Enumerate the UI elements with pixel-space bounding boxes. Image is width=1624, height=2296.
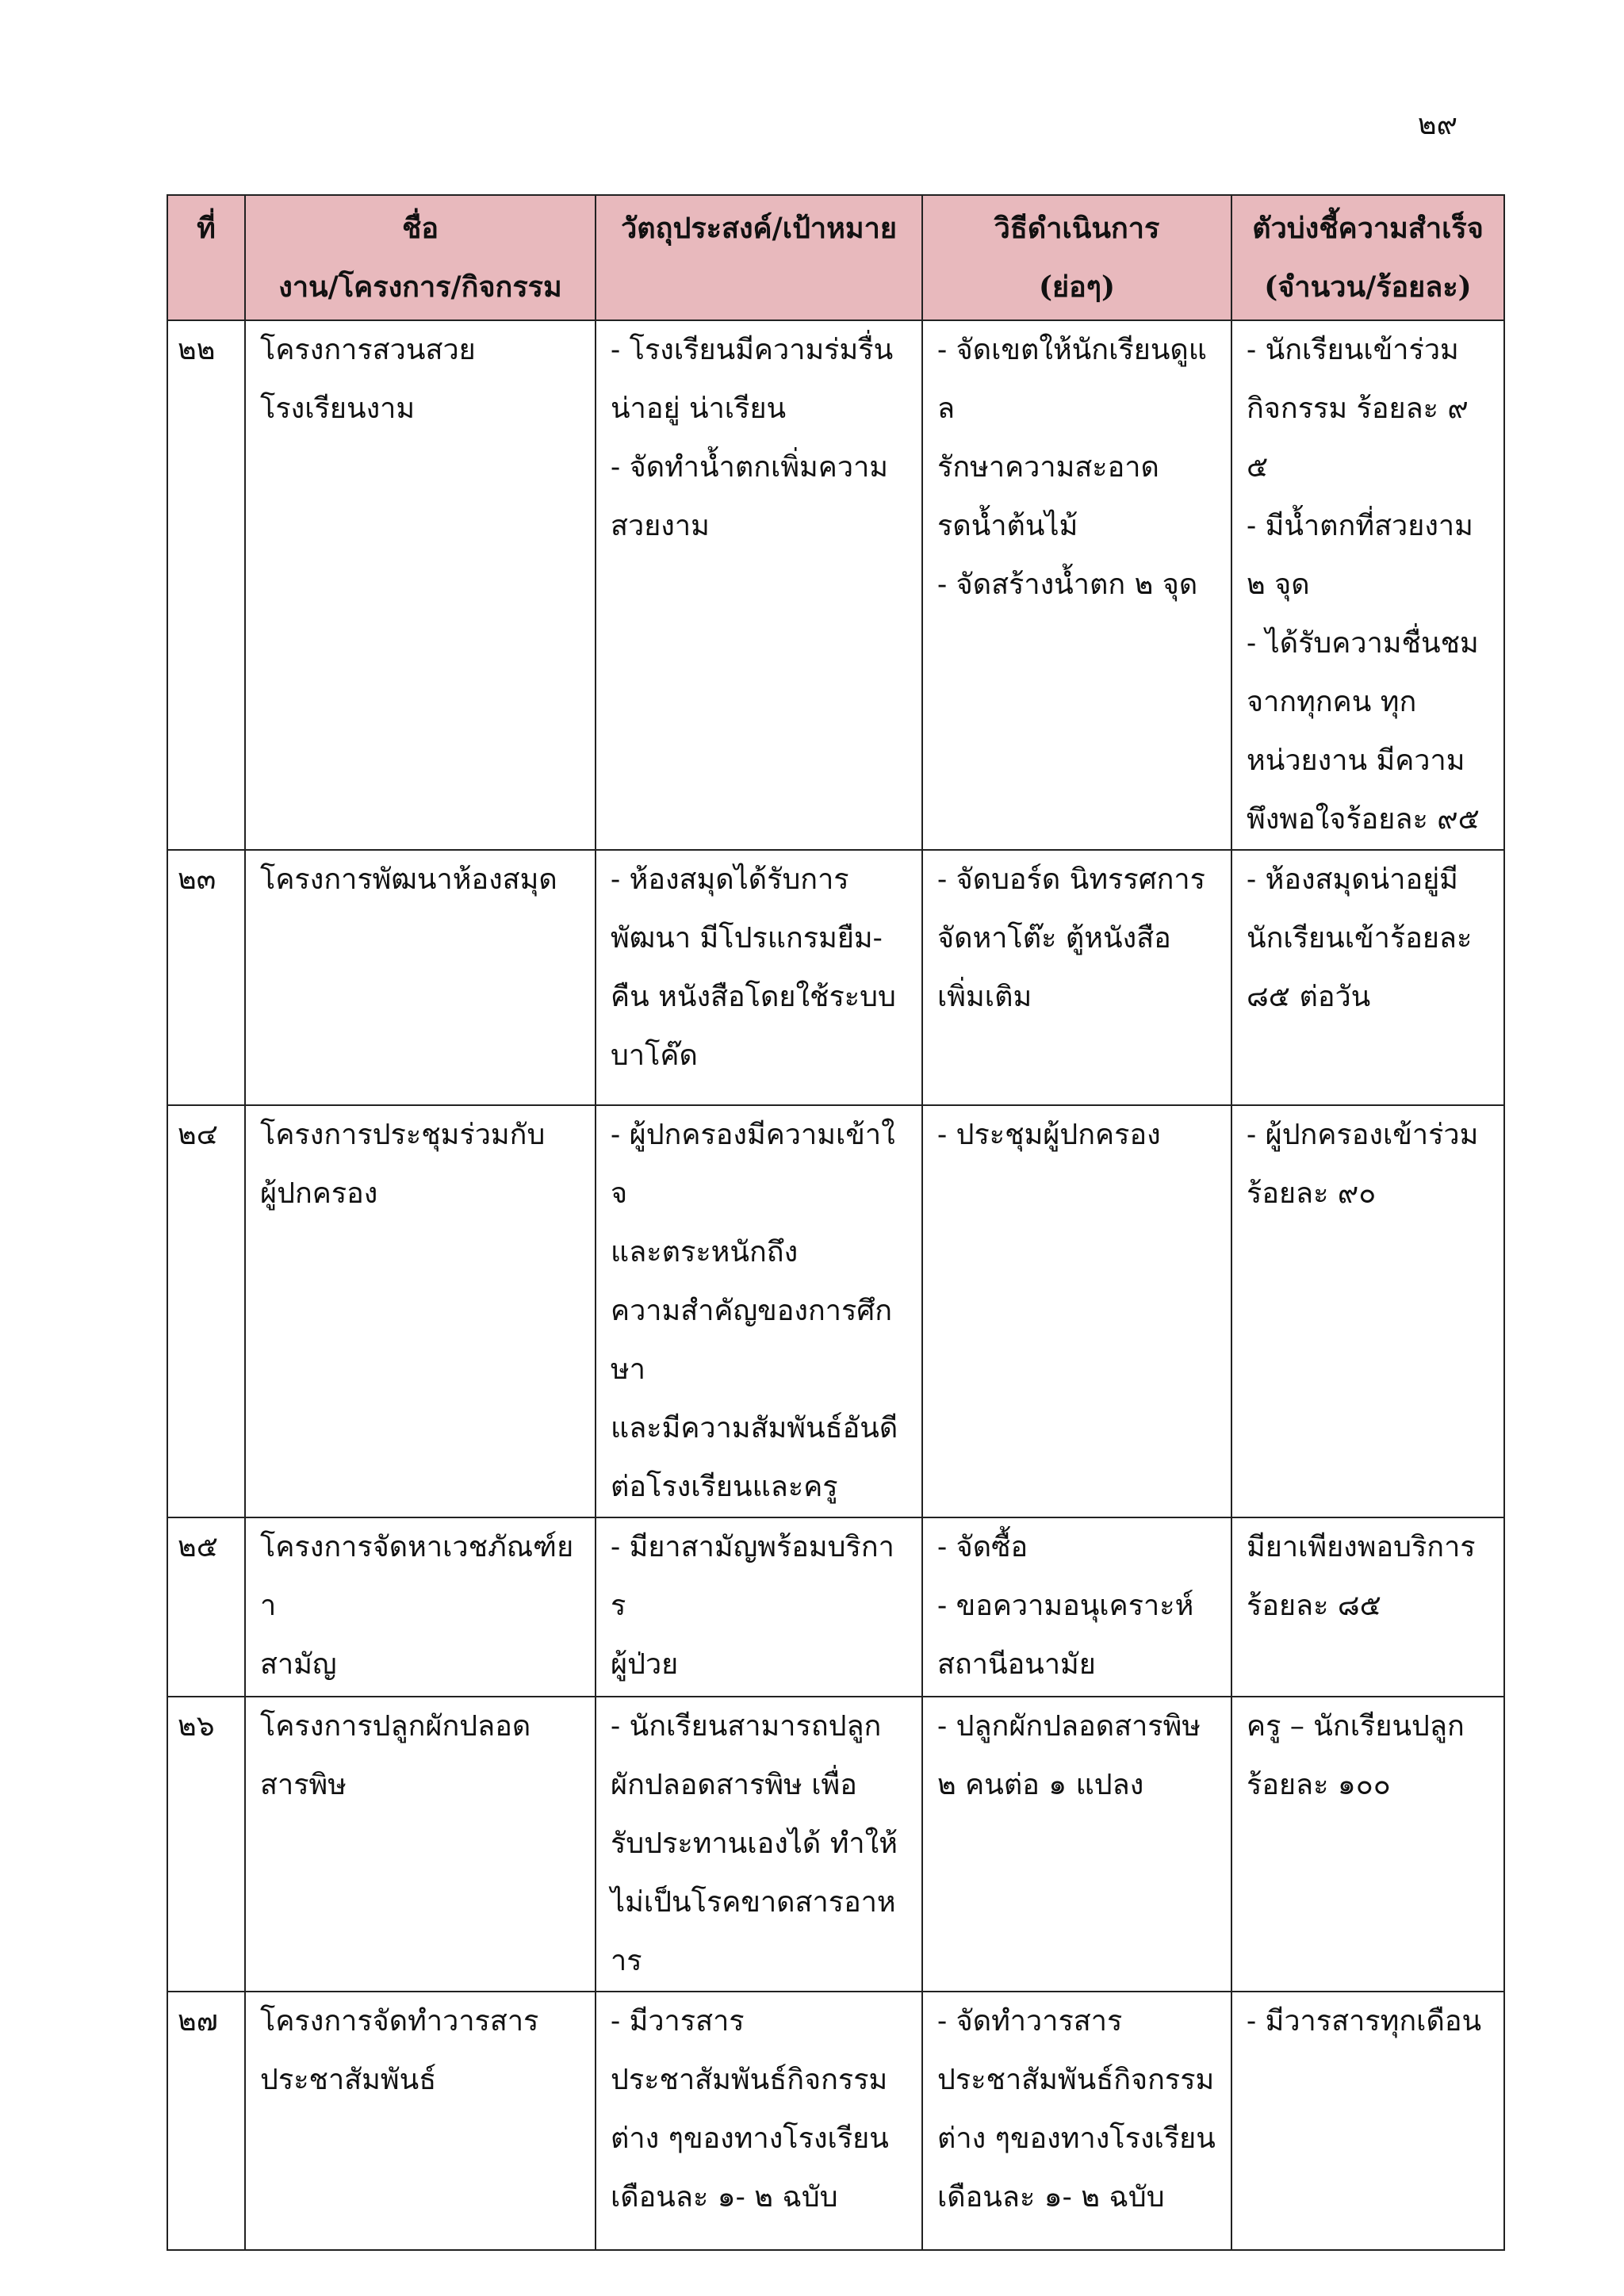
cell-line: ผู้ปกครอง — [260, 1177, 378, 1210]
cell-line: ต่าง ๆของทางโรงเรียน — [937, 2122, 1216, 2155]
cell-line: และตระหนักถึง — [611, 1236, 799, 1269]
project-table — [167, 194, 1505, 2251]
cell-line: เพิ่มเติม — [937, 981, 1032, 1013]
objective-cell — [596, 1105, 922, 1517]
header-line: (ย่อๆ) — [1038, 270, 1116, 304]
row-number: ๒๓ — [167, 850, 245, 1105]
header-line: (จำนวน/ร้อยละ) — [1264, 270, 1472, 304]
cell-line: จากทุกคน ทุก — [1247, 686, 1417, 718]
cell-line: โครงการประชุมร่วมกับ — [260, 1119, 546, 1151]
cell-line: - จัดทำวารสาร — [937, 2005, 1123, 2038]
cell-line: ครู – นักเรียนปลูก — [1247, 1710, 1465, 1743]
indicator-cell — [1231, 1517, 1504, 1697]
project-name-cell — [245, 1517, 596, 1697]
row-number: ๒๕ — [167, 1517, 245, 1697]
header-line: ชื่อ — [401, 212, 439, 245]
header-no — [167, 195, 245, 320]
cell-line: โครงการจัดทำวารสาร — [260, 2005, 539, 2038]
cell-line: นักเรียนเข้าร้อยละ — [1247, 922, 1473, 955]
header-line: วัตถุประสงค์/เป้าหมาย — [621, 212, 897, 245]
objective-cell — [596, 1517, 922, 1697]
table-header-row — [167, 195, 1504, 320]
cell-line: - ขอความอนุเคราะห์ — [937, 1590, 1194, 1622]
table-row — [167, 1105, 1504, 1517]
cell-line: - มีวารสาร — [611, 2005, 745, 2038]
indicator-cell — [1231, 1105, 1504, 1517]
cell-line: - มีวารสารทุกเดือน — [1247, 2005, 1482, 2038]
cell-line: - โรงเรียนมีความร่มรื่น — [611, 334, 894, 366]
header-line: วิธีดำเนินการ — [994, 212, 1160, 245]
cell-line: - ประชุมผู้ปกครอง — [937, 1119, 1161, 1151]
cell-line: ร้อยละ ๑๐๐ — [1247, 1769, 1391, 1801]
project-name-cell — [245, 1992, 596, 2250]
cell-line: เดือนละ ๑- ๒ ฉบับ — [937, 2181, 1165, 2214]
cell-line: ประชาสัมพันธ์กิจกรรม — [611, 2064, 888, 2096]
table-row — [167, 850, 1504, 1105]
cell-line: ประชาสัมพันธ์ — [260, 2064, 437, 2096]
cell-line: - มีน้ำตกที่สวยงาม — [1247, 510, 1473, 542]
method-cell — [922, 320, 1231, 850]
objective-cell — [596, 320, 922, 850]
project-name-cell — [245, 850, 596, 1105]
cell-line: โครงการปลูกผักปลอด — [260, 1710, 531, 1743]
project-name-cell — [245, 320, 596, 850]
cell-line: สารพิษ — [260, 1769, 347, 1801]
row-number: ๒๗ — [167, 1992, 245, 2250]
cell-line: จัดหาโต๊ะ ตู้หนังสือ — [937, 922, 1171, 955]
header-line: ที่ — [197, 212, 216, 245]
objective-cell — [596, 1697, 922, 1992]
cell-line: - จัดซื้อ — [937, 1531, 1028, 1563]
method-cell — [922, 1517, 1231, 1697]
cell-line: ความสำคัญของการศึกษา — [611, 1295, 892, 1386]
cell-line: โครงการพัฒนาห้องสมุด — [260, 863, 557, 896]
cell-line: - ปลูกผักปลอดสารพิษ — [937, 1710, 1201, 1743]
method-cell — [922, 1992, 1231, 2250]
cell-line: - มียาสามัญพร้อมบริการ — [611, 1531, 894, 1622]
method-cell — [922, 1697, 1231, 1992]
cell-line: รดน้ำต้นไม้ — [937, 510, 1078, 542]
project-name-cell — [245, 1697, 596, 1992]
cell-line: ประชาสัมพันธ์กิจกรรม — [937, 2064, 1215, 2096]
cell-line: บาโค๊ด — [611, 1039, 698, 1072]
header-name — [245, 195, 596, 320]
cell-line: โรงเรียนงาม — [260, 392, 416, 425]
cell-line: - จัดสร้างน้ำตก ๒ จุด — [937, 568, 1198, 601]
row-number: ๒๖ — [167, 1697, 245, 1992]
table-row — [167, 320, 1504, 850]
header-indicator — [1231, 195, 1504, 320]
cell-line: - ห้องสมุดได้รับการ — [611, 863, 849, 896]
cell-line: ร้อยละ ๙๐ — [1247, 1177, 1377, 1210]
cell-line: และมีความสัมพันธ์อันดี — [611, 1412, 898, 1445]
cell-line: คืน หนังสือโดยใช้ระบบ — [611, 981, 896, 1013]
cell-line: - จัดบอร์ด นิทรรศการ — [937, 863, 1205, 896]
cell-line: - จัดเขตให้นักเรียนดูแล — [937, 334, 1208, 425]
cell-line: ผู้ป่วย — [611, 1648, 679, 1681]
cell-line: สามัญ — [260, 1648, 337, 1681]
indicator-cell — [1231, 1697, 1504, 1992]
cell-line: ไม่เป็นโรคขาดสารอาหาร — [611, 1886, 896, 1977]
cell-line: เดือนละ ๑- ๒ ฉบับ — [611, 2181, 838, 2214]
indicator-cell — [1231, 320, 1504, 850]
cell-line: ๘๕ ต่อวัน — [1247, 981, 1371, 1013]
cell-line: - นักเรียนสามารถปลูก — [611, 1710, 882, 1743]
cell-line: โครงการสวนสวย — [260, 334, 476, 366]
cell-line: ร้อยละ ๘๕ — [1247, 1590, 1381, 1622]
cell-line: - ผู้ปกครองเข้าร่วม — [1247, 1119, 1479, 1151]
method-cell — [922, 1105, 1231, 1517]
cell-line: ต่าง ๆของทางโรงเรียน — [611, 2122, 889, 2155]
cell-line: ๒ คนต่อ ๑ แปลง — [937, 1769, 1144, 1801]
objective-cell — [596, 850, 922, 1105]
method-cell — [922, 850, 1231, 1105]
cell-line: ๒ จุด — [1247, 568, 1310, 601]
row-number: ๒๔ — [167, 1105, 245, 1517]
cell-line: ต่อโรงเรียนและครู — [611, 1471, 838, 1503]
cell-line: - นักเรียนเข้าร่วม — [1247, 334, 1459, 366]
cell-line: กิจกรรม ร้อยละ ๙๕ — [1247, 392, 1469, 484]
indicator-cell — [1231, 1992, 1504, 2250]
indicator-cell — [1231, 850, 1504, 1105]
cell-line: รักษาความสะอาด — [937, 451, 1159, 484]
table-row — [167, 1517, 1504, 1697]
table-row — [167, 1992, 1504, 2250]
cell-line: สถานีอนามัย — [937, 1648, 1096, 1681]
cell-line: หน่วยงาน มีความ — [1247, 744, 1465, 777]
cell-line: มียาเพียงพอบริการ — [1247, 1531, 1476, 1563]
cell-line: - ห้องสมุดน่าอยู่มี — [1247, 863, 1458, 896]
header-line: ตัวบ่งชี้ความสำเร็จ — [1252, 212, 1484, 245]
objective-cell — [596, 1992, 922, 2250]
cell-line: รับประทานเองได้ ทำให้ — [611, 1827, 898, 1860]
cell-line: พัฒนา มีโปรแกรมยืม- — [611, 922, 883, 955]
cell-line: - ได้รับความชื่นชม — [1247, 627, 1479, 660]
header-method — [922, 195, 1231, 320]
cell-line: พึงพอใจร้อยละ ๙๕ — [1247, 803, 1480, 836]
cell-line: - จัดทำน้ำตกเพิ่มความ — [611, 451, 889, 484]
row-number: ๒๒ — [167, 320, 245, 850]
cell-line: สวยงาม — [611, 510, 710, 542]
header-line: งาน/โครงการ/กิจกรรม — [278, 270, 562, 304]
project-name-cell — [245, 1105, 596, 1517]
table-row — [167, 1697, 1504, 1992]
header-objective — [596, 195, 922, 320]
page-number: ๒๙ — [1417, 109, 1457, 141]
cell-line: โครงการจัดหาเวชภัณฑ์ยา — [260, 1531, 574, 1622]
cell-line: น่าอยู่ น่าเรียน — [611, 392, 787, 425]
cell-line: - ผู้ปกครองมีความเข้าใจ — [611, 1119, 895, 1210]
cell-line: ผักปลอดสารพิษ เพื่อ — [611, 1769, 857, 1801]
